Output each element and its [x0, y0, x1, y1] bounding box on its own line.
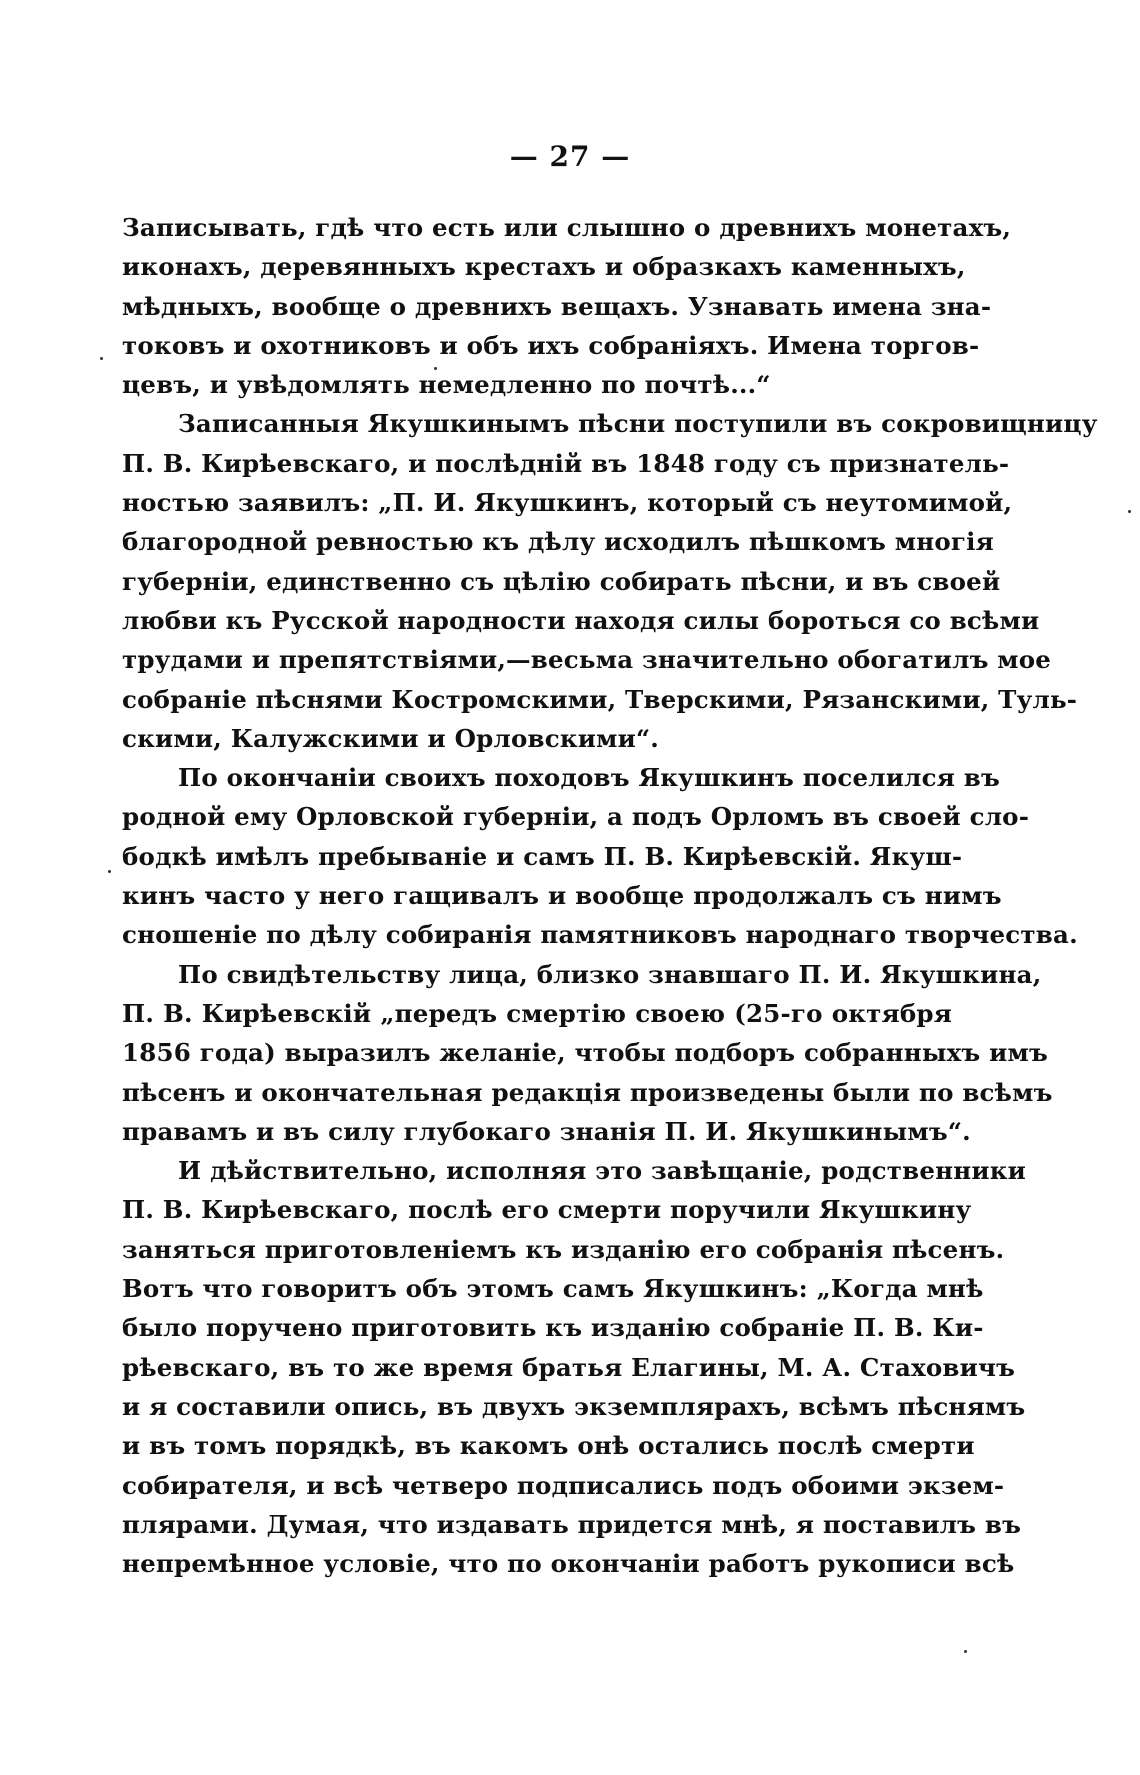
text-line: По окончаніи своихъ походовъ Якушкинъ поселился въ [178, 763, 1000, 793]
paragraph [122, 208, 1012, 404]
text-line: было поручено приготовить къ изданію собраніе П. В. Ки- [122, 1313, 984, 1343]
text-line: кинъ часто у него гащивалъ и вообще продолжалъ съ нимъ [122, 881, 1002, 911]
text-line: сношеніе по дѣлу собиранія памятниковъ народнаго творчества. [122, 920, 1078, 950]
paragraph [122, 1151, 1027, 1583]
text-line: родной ему Орловской губерніи, а подъ Орломъ въ своей сло- [122, 802, 1030, 832]
paragraph [122, 404, 1098, 758]
text-line: Записанныя Якушкинымъ пѣсни поступили въ сокровищницу [178, 409, 1098, 439]
scan-speck [108, 870, 111, 873]
text-line: Записывать, гдѣ что есть или слышно о древнихъ монетахъ, [122, 213, 1012, 242]
text-line: любви къ Русской народности находя силы бороться со всѣми [122, 605, 1040, 635]
text-line: По свидѣтельству лица, близко знавшаго П. И. Якушкина, [178, 959, 1042, 989]
text-line: правамъ и въ силу глубокаго знанія П. И. Якушкинымъ“. [122, 1116, 971, 1146]
scan-speck [100, 357, 103, 360]
text-line: и въ томъ порядкѣ, въ какомъ онѣ остались послѣ смерти [122, 1431, 975, 1461]
text-line: непремѣнное условіе, что по окончаніи работъ рукописи всѣ [122, 1549, 1015, 1579]
text-line: губерніи, единственно съ цѣлію собирать пѣсни, и въ своей [122, 566, 1001, 596]
text-line: Вотъ что говоритъ объ этомъ самъ Якушкинъ: „Когда мнѣ [122, 1274, 984, 1304]
text-line: П. В. Кирѣевскаго, и послѣдній въ 1848 году съ признатель- [122, 448, 1010, 478]
text-line: 1856 года) выразилъ желаніе, чтобы подборъ собранныхъ имъ [122, 1038, 1048, 1068]
text-line: собирателя, и всѣ четверо подписались подъ обоими экзем- [122, 1470, 1005, 1500]
text-line: П. В. Кирѣевскій „передъ смертію своею (25-го октября [122, 998, 952, 1028]
scan-speck [964, 1650, 967, 1653]
text-line: трудами и препятствіями,—весьма значительно обогатилъ мое [122, 645, 1052, 675]
text-line: благородной ревностью къ дѣлу исходилъ пѣшкомъ многія [122, 527, 994, 557]
text-line: плярами. Думая, что издавать придется мнѣ, я поставилъ въ [122, 1509, 1022, 1539]
text-line: токовъ и охотниковъ и объ ихъ собраніяхъ. Имена торгов- [122, 330, 980, 360]
text-line: И дѣйствительно, исполняя это завѣщаніе, родственники [178, 1156, 1027, 1186]
page-number: — 27 — [509, 140, 631, 173]
text-line: скими, Калужскими и Орловскими“. [122, 723, 659, 753]
text-line: ностью заявилъ: „П. И. Якушкинъ, который съ неутомимой, [122, 488, 1013, 518]
paragraph [122, 955, 1053, 1151]
text-line: пѣсенъ и окончательная редакція произведены были по всѣмъ [122, 1077, 1053, 1107]
text-line: П. В. Кирѣевскаго, послѣ его смерти поручили Якушкину [122, 1195, 972, 1225]
paragraph [122, 758, 1078, 954]
body-text [122, 208, 1098, 1583]
text-line: собраніе пѣснями Костромскими, Тверскими, Рязанскими, Туль- [122, 684, 1078, 714]
text-line: и я составили опись, въ двухъ экземплярахъ, всѣмъ пѣснямъ [122, 1391, 1026, 1421]
text-line: цевъ, и увѣдомлять немедленно по почтѣ...“ [122, 370, 771, 400]
text-line: иконахъ, деревянныхъ крестахъ и образкахъ каменныхъ, [122, 252, 966, 282]
text-line: мѣдныхъ, вообще о древнихъ вещахъ. Узнавать имена зна- [122, 291, 992, 321]
scan-speck [434, 367, 437, 370]
text-line: рѣевскаго, въ то же время братья Елагины, М. А. Стаховичъ [122, 1352, 1016, 1382]
scan-speck [1128, 510, 1131, 513]
text-line: бодкѣ имѣлъ пребываніе и самъ П. В. Кирѣевскій. Якуш- [122, 841, 963, 871]
text-line: заняться приготовленіемъ къ изданію его собранія пѣсенъ. [122, 1234, 1005, 1264]
